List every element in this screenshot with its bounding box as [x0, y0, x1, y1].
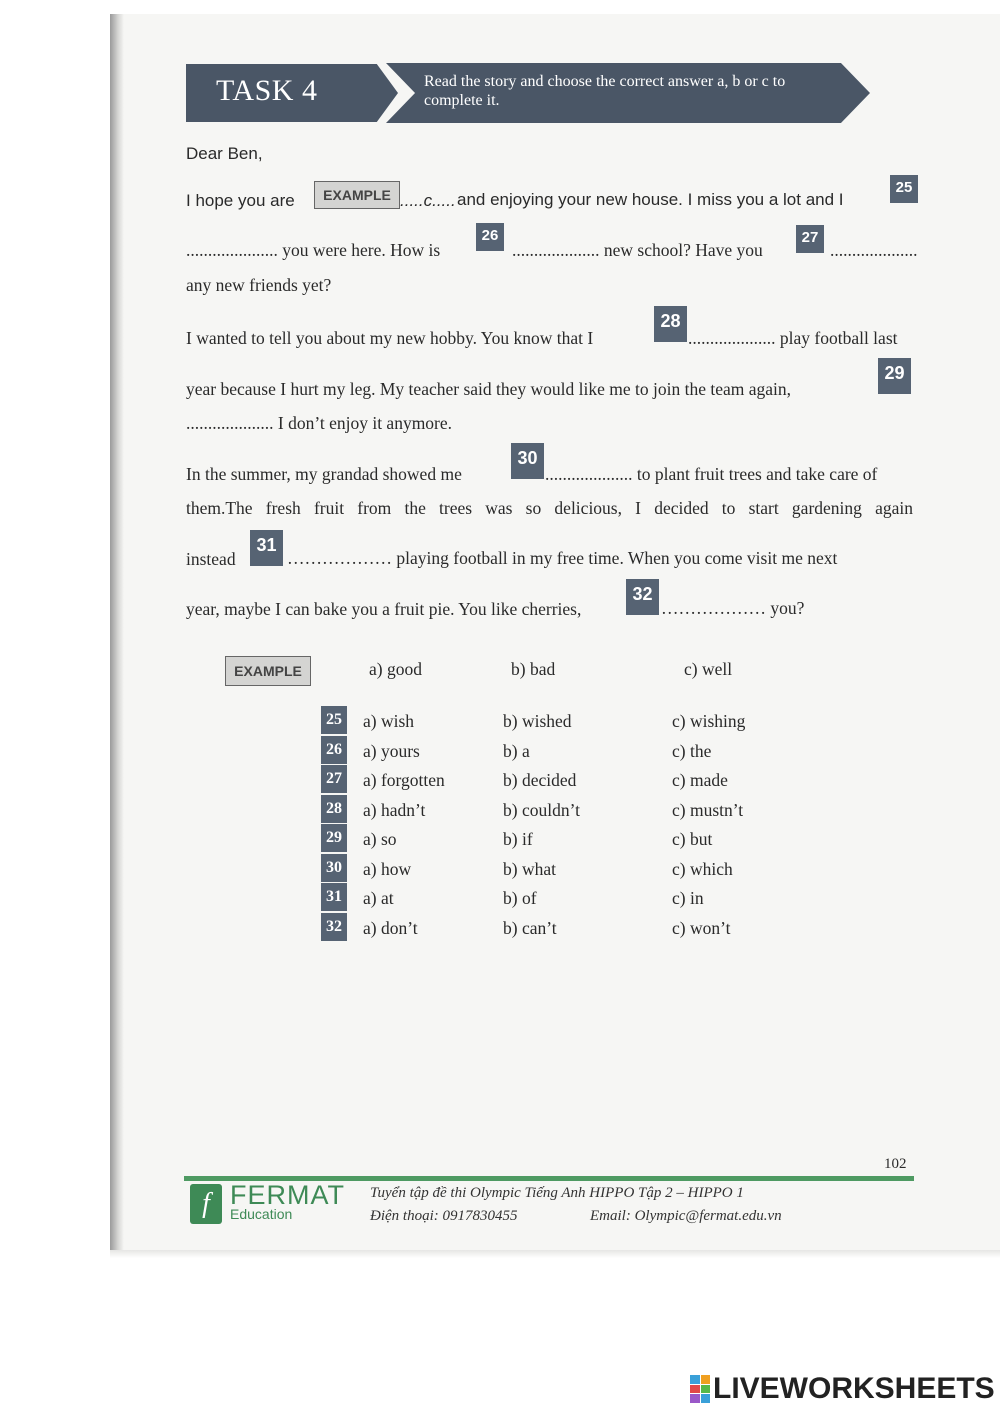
gap-badge-25: 25: [890, 175, 918, 203]
question-number: 29: [321, 824, 347, 852]
gap-badge-27: 27: [796, 225, 824, 253]
book-title: Tuyển tập đề thi Olympic Tiếng Anh HIPPO Tập 2 – HIPPO 1: [370, 1185, 744, 1201]
liveworksheets-icon: [690, 1375, 710, 1403]
task-instruction: Read the story and choose the correct answer a, b or c to complete it.: [424, 73, 786, 109]
story-line-1b: and enjoying your new house. I miss you a lot and I: [457, 190, 844, 209]
option-b[interactable]: b) couldn’t: [503, 800, 580, 820]
question-number: 26: [321, 736, 347, 764]
gap-badge-26: 26: [476, 223, 504, 251]
story-line-2b: .................... new school? Have you: [512, 240, 763, 260]
option-a[interactable]: a) hadn’t: [363, 800, 426, 820]
story-p2-line-1b: .................... play football last: [688, 328, 898, 348]
story-line-2a: ..................... you were here. How is: [186, 240, 441, 260]
email: Email: Olympic@fermat.edu.vn: [590, 1208, 782, 1224]
option-a[interactable]: a) how: [363, 859, 412, 879]
page-bottom-edge: [110, 1250, 1000, 1258]
example-option-a: a) good: [369, 659, 422, 679]
page-binding-edge: [110, 14, 124, 1258]
story-p3-line-3a: instead: [186, 549, 236, 569]
option-c[interactable]: c) made: [672, 770, 728, 790]
greeting: Dear Ben,: [186, 144, 263, 163]
example-option-b: b) bad: [511, 659, 556, 679]
gap-badge-30: 30: [511, 443, 544, 479]
question-number: 32: [321, 913, 347, 941]
example-row-label: EXAMPLE: [225, 656, 311, 686]
story-p2-line-3: .................... I don’t enjoy it anymore.: [186, 413, 453, 433]
option-b[interactable]: b) wished: [503, 711, 572, 731]
story-p3-line-1b: .................... to plant fruit trees and take care of: [545, 464, 878, 484]
option-a[interactable]: a) don’t: [363, 918, 418, 938]
option-a[interactable]: a) yours: [363, 741, 420, 761]
story-line-1a: I hope you are: [186, 191, 295, 210]
liveworksheets-watermark: [690, 1372, 995, 1406]
logo-name: FERMAT: [230, 1180, 345, 1210]
option-c[interactable]: c) the: [672, 741, 712, 761]
example-label: EXAMPLE: [314, 181, 400, 209]
question-number: 28: [321, 795, 347, 823]
story-p3-line-3b: ……………… playing football in my free time. When you come visit me next: [287, 548, 838, 568]
question-number: 27: [321, 765, 347, 793]
example-answer: .....c.....: [400, 191, 456, 210]
question-number: 30: [321, 854, 347, 882]
story-p3-line-4a: year, maybe I can bake you a fruit pie. You like cherries,: [186, 599, 582, 619]
question-number: 25: [321, 706, 347, 734]
story-p3-line-4b: ……………… you?: [661, 598, 805, 618]
story-line-2c: ....................: [830, 240, 918, 260]
option-a[interactable]: a) forgotten: [363, 770, 445, 790]
phone: Điện thoại: 0917830455: [370, 1208, 518, 1224]
option-c[interactable]: c) mustn’t: [672, 800, 744, 820]
option-b[interactable]: b) of: [503, 888, 537, 908]
option-a[interactable]: a) at: [363, 888, 394, 908]
story-p2-line-2: year because I hurt my leg. My teacher said they would like me to join the team again,: [186, 379, 792, 399]
page-number: 102: [884, 1156, 907, 1172]
option-b[interactable]: b) if: [503, 829, 533, 849]
story-p3-line-2: them.The fresh fruit from the trees was so delicious, I decided to start gardening again: [186, 498, 913, 518]
option-b[interactable]: b) can’t: [503, 918, 557, 938]
liveworksheets-text: LIVEWORKSHEETS: [713, 1372, 995, 1405]
option-c[interactable]: c) in: [672, 888, 704, 908]
option-c[interactable]: c) which: [672, 859, 733, 879]
gap-badge-28: 28: [654, 306, 687, 342]
option-c[interactable]: c) but: [672, 829, 713, 849]
story-line-3: any new friends yet?: [186, 275, 332, 295]
option-a[interactable]: a) wish: [363, 711, 415, 731]
example-option-c: c) well: [684, 659, 733, 679]
fermat-logo-icon: f: [190, 1184, 222, 1224]
story-p2-line-1a: I wanted to tell you about my new hobby. You know that I: [186, 328, 594, 348]
option-a[interactable]: a) so: [363, 829, 397, 849]
option-c[interactable]: c) won’t: [672, 918, 731, 938]
gap-badge-31: 31: [250, 530, 283, 566]
option-c[interactable]: c) wishing: [672, 711, 746, 731]
option-b[interactable]: b) what: [503, 859, 556, 879]
option-b[interactable]: b) a: [503, 741, 530, 761]
story-p3-line-1a: In the summer, my grandad showed me: [186, 464, 462, 484]
logo-subtitle: Education: [230, 1206, 293, 1222]
option-b[interactable]: b) decided: [503, 770, 577, 790]
gap-badge-32: 32: [626, 579, 659, 615]
gap-badge-29: 29: [878, 358, 911, 394]
task-title: TASK 4: [216, 74, 318, 107]
question-number: 31: [321, 883, 347, 911]
